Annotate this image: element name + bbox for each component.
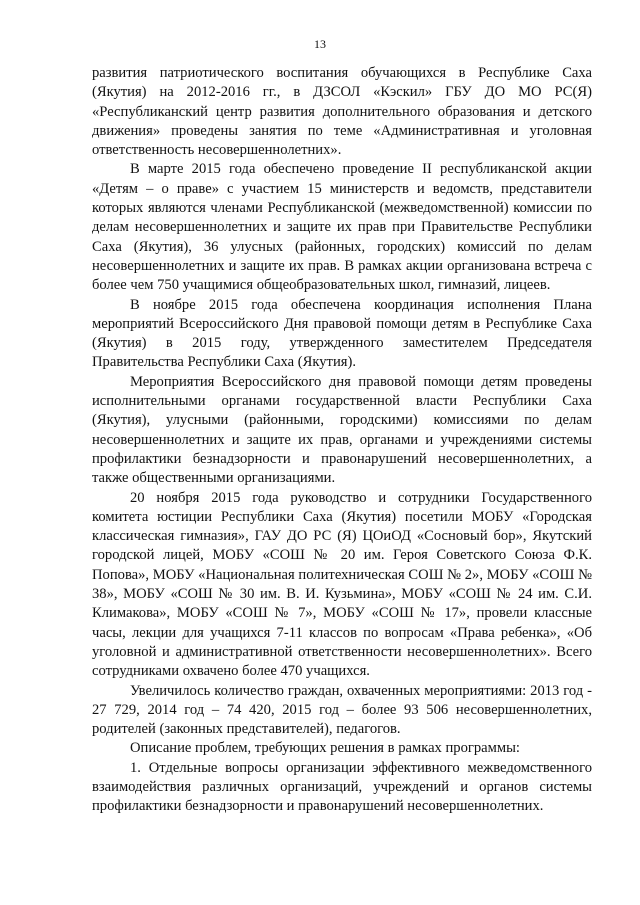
paragraph-problem-item-1: 1. Отдельные вопросы организации эффективного межведомственного взаимодействия различных организаций, учреждений и органов системы профилактики безнадзорности и правонарушений несовершеннолетних. [92, 759, 592, 815]
paragraph-problems-heading: Описание проблем, требующих решения в рамках программы: [130, 740, 520, 757]
page-number: 13 [314, 37, 326, 51]
paragraph-march-2015-action: В марте 2015 года обеспечено проведение II республиканской акции «Детям – о праве» с участием 15 министерств и ведомств, представители которых являются членами Республиканской (межведомственной) комиссии по делам несовершеннолетних и защите их прав при Правительстве Республики Саха (Якутия), 36 улусных (районных, городских) комиссий по делам несовершеннолетних и защите их прав. В рамках акции организована встреча с более чем 750 учащимися общеобразовательных школ, гимназий, лицеев. [92, 161, 592, 294]
paragraph-november-20-visits: 20 ноября 2015 года руководство и сотрудники Государственного комитета юстиции Республики Саха (Якутия) посетили МОБУ «Городская классическая гимназия», ГАУ ДО РС (Я) ЦОиОД «Сосновый бор», Якутский городской лицей, МОБУ «СОШ № 20 им. Героя Советского Союза Ф.К. Попова», МОБУ «Национальная политехническая СОШ № 2», МОБУ «СОШ № 38», МОБУ «СОШ № 30 им. В. И. Кузьмина», МОБУ «СОШ № 24 им. С.И. Климакова», МОБУ «СОШ № 7», МОБУ «СОШ № 17», провели классные часы, лекции для учащихся 7-11 классов по вопросам «Права ребенка», «Об уголовной и административной ответственности несовершеннолетних». Всего сотрудниками охвачено более 470 учащихся. [92, 489, 592, 680]
document-body [92, 64, 592, 817]
paragraph-coverage-growth: Увеличилось количество граждан, охваченных мероприятиями: 2013 год - 27 729, 2014 год – 74 420, 2015 год – более 93 506 несовершеннолетних, родителей (законных представителей), педагогов. [92, 682, 592, 738]
paragraph-november-2015-coordination: В ноябре 2015 года обеспечена координация исполнения Плана мероприятий Всероссийского Дня правовой помощи детям в Республике Саха (Якутия) в 2015 году, утвержденного заместителем Председателя Правительства Республики Саха (Якутия). [92, 296, 592, 371]
paragraph-continuation: развития патриотического воспитания обучающихся в Республике Саха (Якутия) на 2012-2016 гг., в ДЗСОЛ «Кэскил» ГБУ ДО МО РС(Я) «Республиканский центр развития дополнительного образования и детского движения» проведены занятия по теме «Административная и уголовная ответственность несовершеннолетних». [92, 65, 592, 159]
paragraph-legal-aid-day-events: Мероприятия Всероссийского дня правовой помощи детям проведены исполнительными органами государственной власти Республики Саха (Якутия), улусными (районными, городскими) комиссиями по делам несовершеннолетних и защите их прав, органами и учреждениями системы профилактики безнадзорности и правонарушений несовершеннолетних, а также общественными организациями. [92, 373, 592, 487]
